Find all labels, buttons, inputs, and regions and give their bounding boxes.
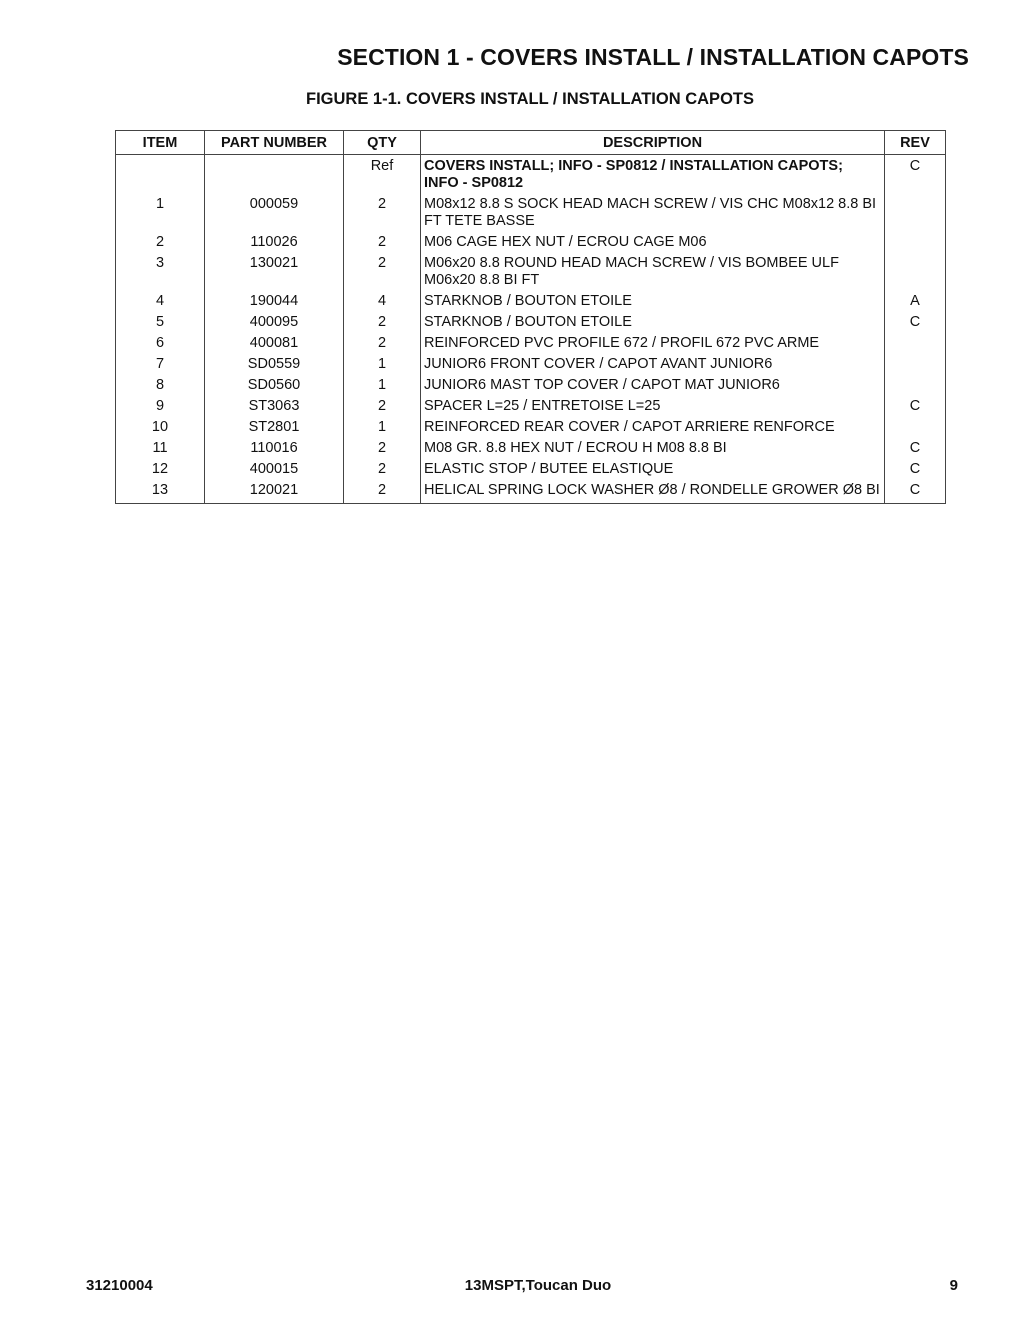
- cell-item: [116, 155, 205, 195]
- cell-qty: 2: [344, 194, 421, 232]
- cell-item: 10: [116, 417, 205, 438]
- table-row: [116, 155, 946, 195]
- cell-rev: C: [885, 459, 946, 480]
- table-row: [116, 354, 946, 375]
- cell-description: M06 CAGE HEX NUT / ECROU CAGE M06: [421, 232, 885, 253]
- cell-rev: C: [885, 396, 946, 417]
- section-title: SECTION 1 - COVERS INSTALL / INSTALLATION CAPOTS: [337, 44, 969, 70]
- cell-qty: 2: [344, 232, 421, 253]
- cell-qty: 1: [344, 417, 421, 438]
- header-rev: REV: [885, 131, 946, 155]
- table-row: [116, 312, 946, 333]
- cell-description: JUNIOR6 MAST TOP COVER / CAPOT MAT JUNIOR6: [421, 375, 885, 396]
- cell-part-number: 000059: [205, 194, 344, 232]
- table-row: [116, 253, 946, 291]
- parts-table: [115, 130, 946, 504]
- cell-qty: 2: [344, 438, 421, 459]
- cell-description: STARKNOB / BOUTON ETOILE: [421, 312, 885, 333]
- parts-table-body: [116, 155, 946, 504]
- table-row: [116, 396, 946, 417]
- cell-description: M08x12 8.8 S SOCK HEAD MACH SCREW / VIS CHC M08x12 8.8 BI FT TETE BASSE: [421, 194, 885, 232]
- cell-description: M06x20 8.8 ROUND HEAD MACH SCREW / VIS BOMBEE ULF M06x20 8.8 BI FT: [421, 253, 885, 291]
- cell-qty: 2: [344, 459, 421, 480]
- table-row: [116, 333, 946, 354]
- cell-description: COVERS INSTALL; INFO - SP0812 / INSTALLATION CAPOTS; INFO - SP0812: [421, 155, 885, 195]
- footer-model: 13MSPT,Toucan Duo: [464, 1277, 612, 1294]
- table-row: [116, 438, 946, 459]
- cell-part-number: 120021: [205, 480, 344, 504]
- cell-description: STARKNOB / BOUTON ETOILE: [421, 291, 885, 312]
- cell-part-number: 400015: [205, 459, 344, 480]
- cell-part-number: SD0560: [205, 375, 344, 396]
- cell-item: 3: [116, 253, 205, 291]
- cell-part-number: 190044: [205, 291, 344, 312]
- header-item: ITEM: [116, 131, 205, 155]
- cell-qty: 2: [344, 312, 421, 333]
- cell-part-number: 110026: [205, 232, 344, 253]
- header-part-number: PART NUMBER: [205, 131, 344, 155]
- table-row: [116, 232, 946, 253]
- cell-qty: 2: [344, 480, 421, 504]
- cell-rev: [885, 194, 946, 232]
- table-row: [116, 194, 946, 232]
- cell-rev: A: [885, 291, 946, 312]
- cell-item: 4: [116, 291, 205, 312]
- cell-part-number: 400095: [205, 312, 344, 333]
- cell-item: 1: [116, 194, 205, 232]
- header-description: DESCRIPTION: [421, 131, 885, 155]
- cell-item: 5: [116, 312, 205, 333]
- cell-item: 9: [116, 396, 205, 417]
- cell-part-number: 130021: [205, 253, 344, 291]
- cell-qty: 2: [344, 253, 421, 291]
- cell-qty: 1: [344, 354, 421, 375]
- cell-description: ELASTIC STOP / BUTEE ELASTIQUE: [421, 459, 885, 480]
- cell-description: JUNIOR6 FRONT COVER / CAPOT AVANT JUNIOR6: [421, 354, 885, 375]
- table-row: [116, 459, 946, 480]
- cell-rev: [885, 375, 946, 396]
- header-qty: QTY: [344, 131, 421, 155]
- cell-rev: [885, 417, 946, 438]
- cell-rev: [885, 354, 946, 375]
- cell-qty: 2: [344, 396, 421, 417]
- cell-rev: C: [885, 155, 946, 195]
- cell-item: 2: [116, 232, 205, 253]
- footer-doc-number: 31210004: [86, 1277, 153, 1294]
- cell-description: M08 GR. 8.8 HEX NUT / ECROU H M08 8.8 BI: [421, 438, 885, 459]
- cell-item: 6: [116, 333, 205, 354]
- cell-part-number: ST2801: [205, 417, 344, 438]
- cell-rev: C: [885, 480, 946, 504]
- cell-part-number: SD0559: [205, 354, 344, 375]
- cell-item: 13: [116, 480, 205, 504]
- cell-qty: 1: [344, 375, 421, 396]
- cell-description: REINFORCED REAR COVER / CAPOT ARRIERE RENFORCE: [421, 417, 885, 438]
- cell-description: REINFORCED PVC PROFILE 672 / PROFIL 672 PVC ARME: [421, 333, 885, 354]
- table-row: [116, 417, 946, 438]
- cell-description: HELICAL SPRING LOCK WASHER Ø8 / RONDELLE GROWER Ø8 BI: [421, 480, 885, 504]
- cell-part-number: 400081: [205, 333, 344, 354]
- table-row: [116, 375, 946, 396]
- table-header-row: [116, 131, 946, 155]
- cell-item: 8: [116, 375, 205, 396]
- figure-title: FIGURE 1-1. COVERS INSTALL / INSTALLATION CAPOTS: [306, 90, 754, 108]
- cell-description: SPACER L=25 / ENTRETOISE L=25: [421, 396, 885, 417]
- cell-part-number: ST3063: [205, 396, 344, 417]
- cell-qty: 4: [344, 291, 421, 312]
- cell-rev: [885, 232, 946, 253]
- cell-rev: [885, 253, 946, 291]
- cell-rev: C: [885, 312, 946, 333]
- table-row: [116, 480, 946, 504]
- cell-part-number: 110016: [205, 438, 344, 459]
- cell-rev: [885, 333, 946, 354]
- cell-item: 11: [116, 438, 205, 459]
- cell-qty: Ref: [344, 155, 421, 195]
- cell-rev: C: [885, 438, 946, 459]
- table-row: [116, 291, 946, 312]
- cell-item: 7: [116, 354, 205, 375]
- footer-page-number: 9: [949, 1277, 958, 1294]
- cell-part-number: [205, 155, 344, 195]
- cell-qty: 2: [344, 333, 421, 354]
- cell-item: 12: [116, 459, 205, 480]
